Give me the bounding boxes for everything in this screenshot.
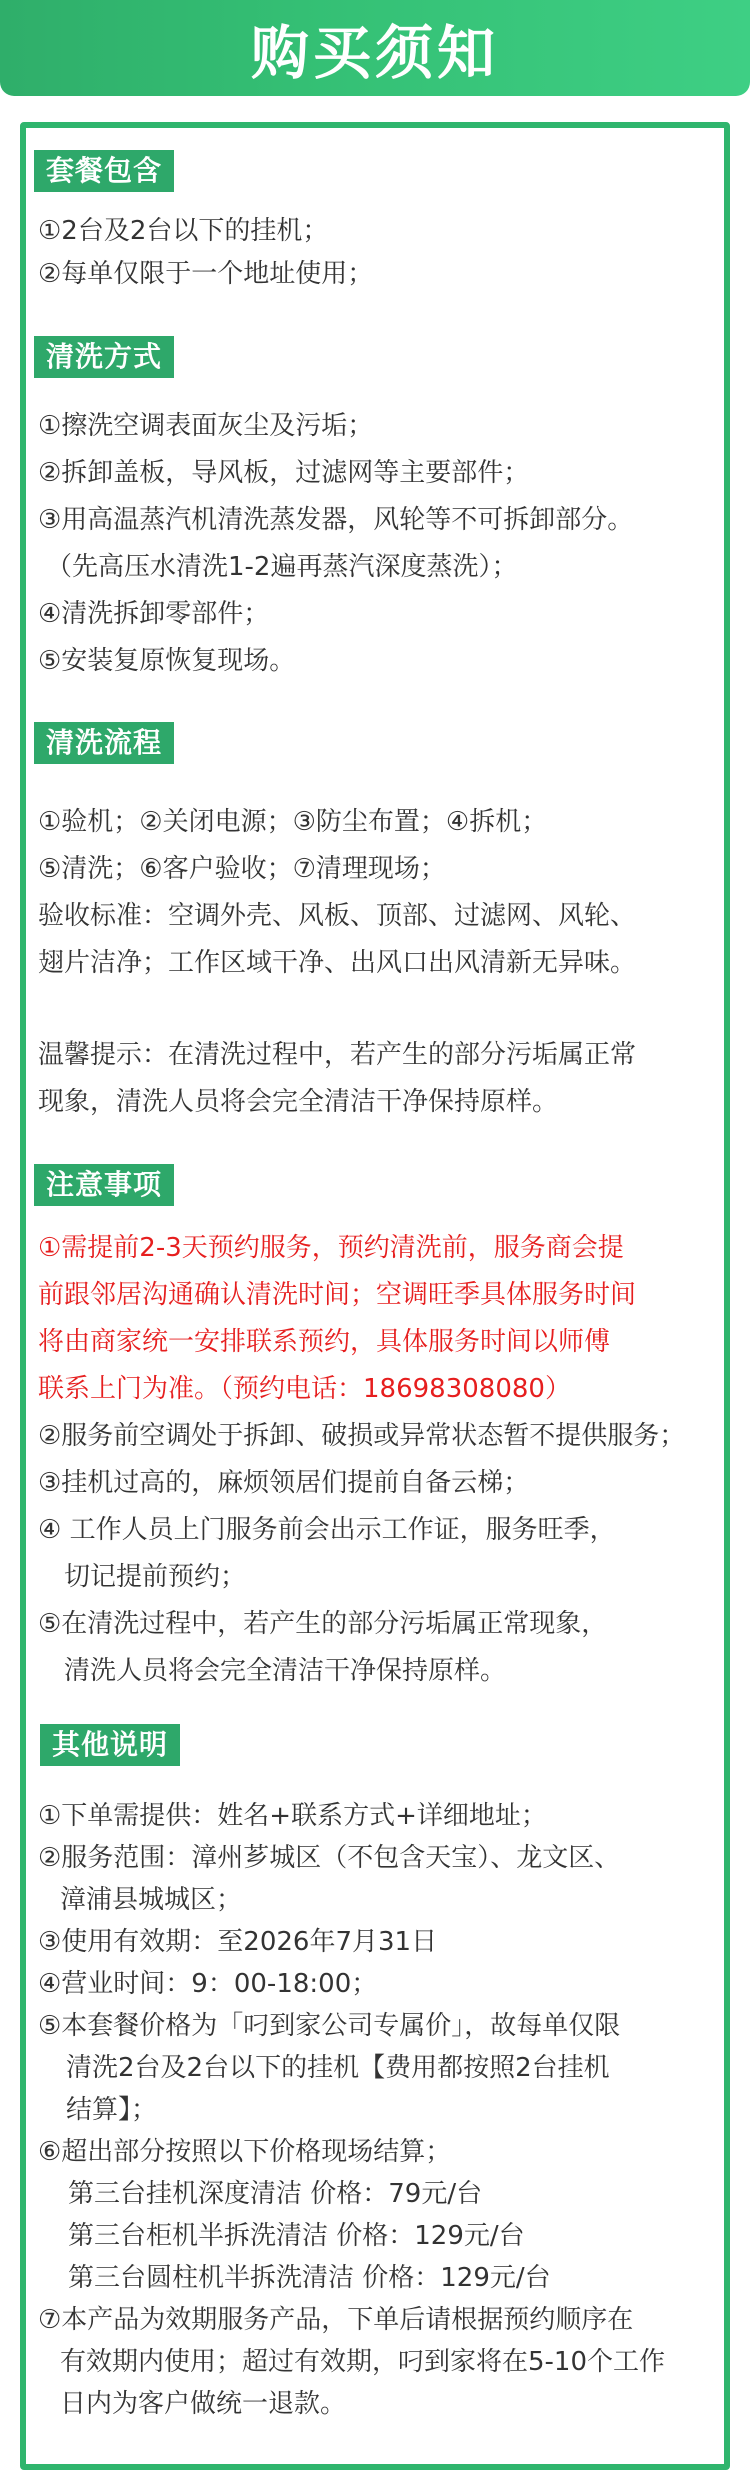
header-banner <box>0 0 750 96</box>
package-line: ②每单仅限于一个地址使用； <box>38 259 374 289</box>
other-price-line: 第三台挂机深度清洁 价格：79元/台 <box>68 2179 483 2209</box>
other-price-line: 第三台圆柱机半拆洗清洁 价格：129元/台 <box>68 2263 551 2293</box>
other-line: 结算】； <box>66 2095 158 2125</box>
notes-warning-line: 联系上门为准。（预约电话：18698308080） <box>38 1374 571 1404</box>
notes-line: ④ 工作人员上门服务前会出示工作证，服务旺季， <box>38 1515 616 1545</box>
notes-line: 切记提前预约； <box>64 1562 247 1592</box>
other-price-line: 第三台柜机半拆洗清洁 价格：129元/台 <box>68 2221 525 2251</box>
process-tip-line: 温馨提示：在清洗过程中，若产生的部分污垢属正常 <box>38 1040 637 1070</box>
method-line: ③用高温蒸汽机清洗蒸发器，风轮等不可拆卸部分。 <box>38 505 634 535</box>
other-line: 日内为客户做统一退款。 <box>60 2389 347 2419</box>
method-line: （先高压水清洗1-2遍再蒸汽深度蒸洗）； <box>46 552 518 582</box>
method-line: ⑤安装复原恢复现场。 <box>38 646 296 676</box>
process-line: ⑤清洗；⑥客户验收；⑦清理现场； <box>38 854 446 884</box>
notes-line: 清洗人员将会完全清洁干净保持原样。 <box>64 1656 507 1686</box>
process-line: ①验机；②关闭电源；③防尘布置；④拆机； <box>38 807 548 837</box>
method-line: ②拆卸盖板，导风板，过滤网等主要部件； <box>38 458 530 488</box>
other-line: 漳浦县城城区； <box>60 1885 243 1915</box>
other-line: ④营业时间：9：00-18:00； <box>38 1969 378 1999</box>
package-line: ①2台及2台以下的挂机； <box>38 216 329 246</box>
process-line: 翅片洁净；工作区域干净、出风口出风清新无异味。 <box>38 948 637 978</box>
section-title-package: 套餐包含 <box>34 150 174 192</box>
other-line: ②服务范围：漳州芗城区（不包含天宝）、龙文区、 <box>38 1843 621 1873</box>
other-line: ⑥超出部分按照以下价格现场结算； <box>38 2137 452 2167</box>
process-line: 验收标准：空调外壳、风板、顶部、过滤网、风轮、 <box>38 901 637 931</box>
section-title-other: 其他说明 <box>40 1724 180 1766</box>
other-line: ①下单需提供：姓名+联系方式+详细地址； <box>38 1801 547 1831</box>
process-tip-line: 现象，清洗人员将会完全清洁干净保持原样。 <box>38 1087 559 1117</box>
notes-line: ②服务前空调处于拆卸、破损或异常状态暂不提供服务； <box>38 1421 686 1451</box>
notes-warning-line: ①需提前2-3天预约服务，预约清洗前，服务商会提 <box>38 1233 624 1263</box>
page-title: 购买须知 <box>250 19 499 87</box>
other-line: 有效期内使用；超过有效期，叼到家将在5-10个工作 <box>60 2347 666 2377</box>
method-line: ④清洗拆卸零部件； <box>38 599 270 629</box>
other-line: ③使用有效期：至2026年7月31日 <box>38 1927 438 1957</box>
method-line: ①擦洗空调表面灰尘及污垢； <box>38 411 374 441</box>
section-title-notes: 注意事项 <box>34 1164 174 1206</box>
other-line: ⑤本套餐价格为「叼到家公司专属价」，故每单仅限 <box>38 2011 621 2041</box>
other-line: 清洗2台及2台以下的挂机【费用都按照2台挂机 <box>66 2053 610 2083</box>
notes-warning-line: 前跟邻居沟通确认清洗时间；空调旺季具体服务时间 <box>38 1280 637 1310</box>
notes-warning-line: 将由商家统一安排联系预约，具体服务时间以师傅 <box>38 1327 611 1357</box>
section-title-method: 清洗方式 <box>34 336 174 378</box>
notes-line: ③挂机过高的，麻烦领居们提前自备云梯； <box>38 1468 530 1498</box>
other-line: ⑦本产品为效期服务产品，下单后请根据预约顺序在 <box>38 2305 634 2335</box>
section-title-process: 清洗流程 <box>34 722 174 764</box>
notes-line: ⑤在清洗过程中，若产生的部分污垢属正常现象， <box>38 1609 608 1639</box>
